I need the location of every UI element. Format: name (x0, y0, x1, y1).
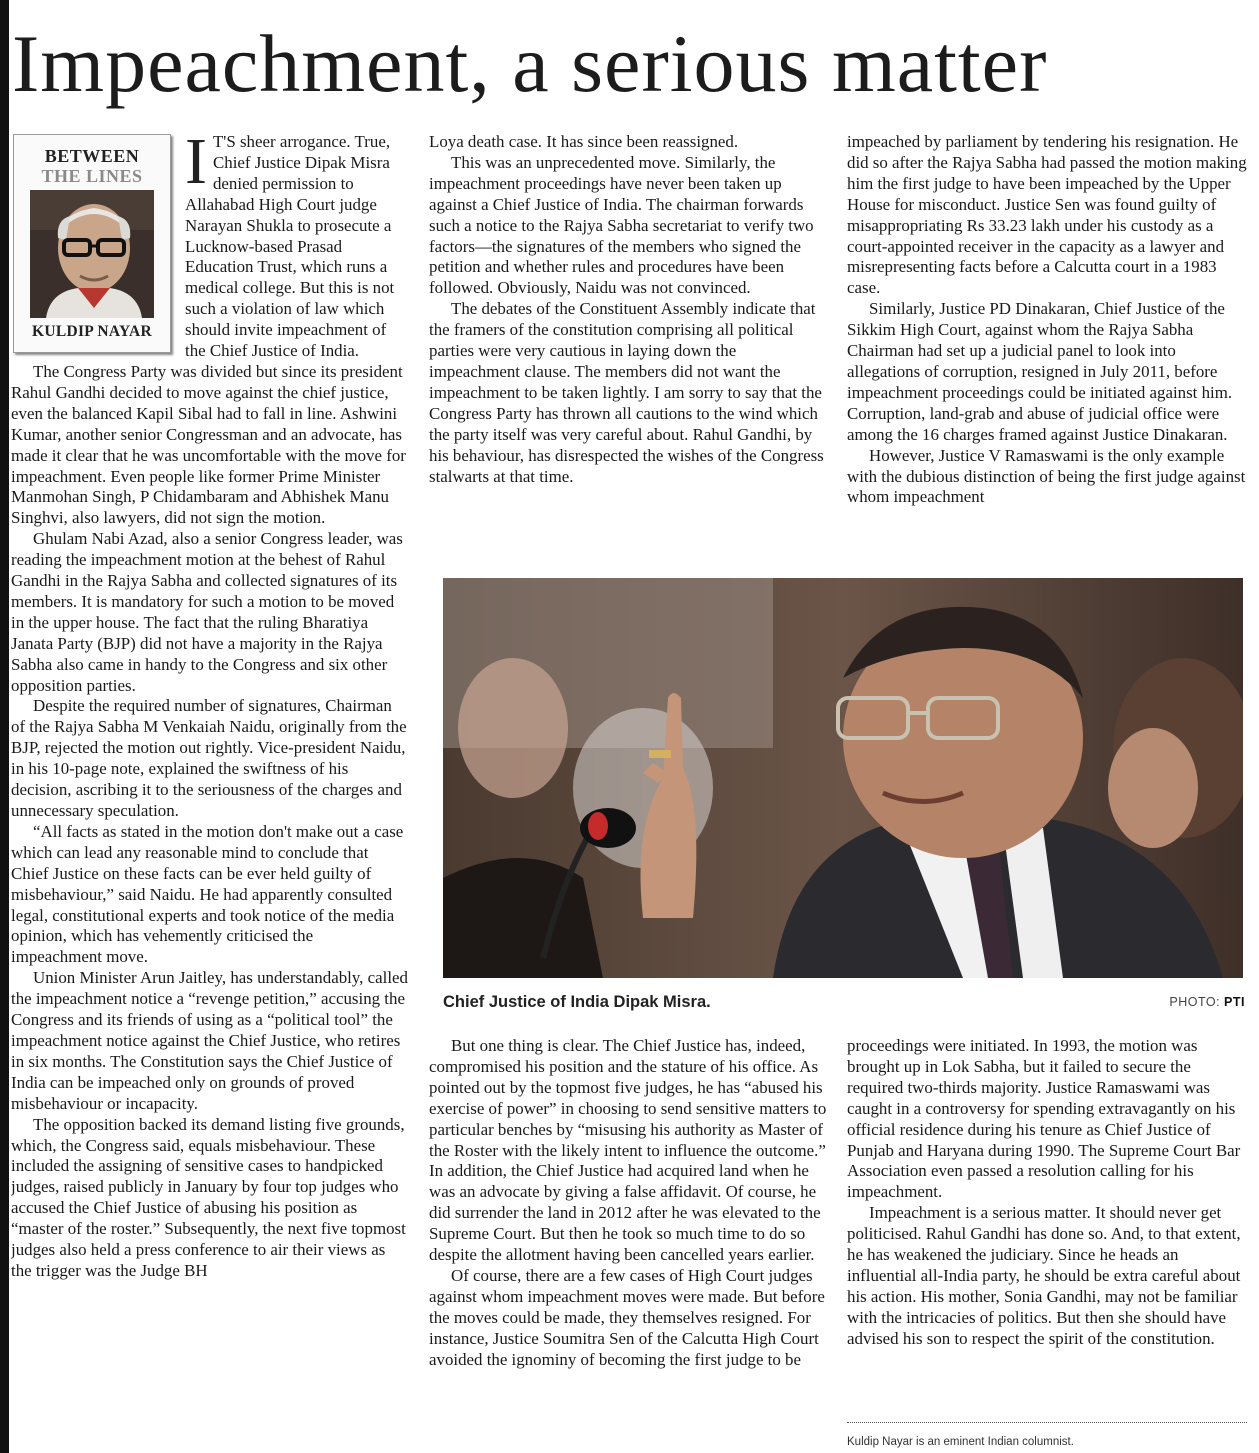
paragraph: However, Justice V Ramaswami is the only example with the dubious distinction of being the first judge against whom impeachment (847, 445, 1246, 507)
photo-credit-label: PHOTO: (1169, 995, 1221, 1009)
author-footnote: Kuldip Nayar is an eminent Indian columnist. (847, 1436, 1074, 1448)
paragraph: This was an unprecedented move. Similarly, the impeachment proceedings have never been taken up against a Chief Justice of India. The chairman forwards such a notice to the Rajya Sabha secretariat to verify two factors—the signatures of the members who signed the petition and whether rules and procedures have been followed. Obviously, Naidu was not convinced. (429, 152, 814, 298)
author-portrait (30, 190, 154, 318)
paragraph: “All facts as stated in the motion don't make out a case which can lead any reasonable mind to conclude that Chief Justice on these facts can be ever held guilty of misbehaviour,” said Naidu. He had apparently consulted legal, constitutional experts and took notice of the media opinion, which has vehemently criticised the impeachment move. (11, 821, 404, 967)
photo-credit-source: PTI (1224, 995, 1245, 1009)
paragraph: T'S sheer arrogance. True, Chief Justice Dipak Misra denied permission to Allahabad High Court judge Narayan Shukla to prosecute a Lucknow-based Prasad Education Trust, which runs a medical college. But this is not such a violation of law which should invite impeachment of the Chief Justice of India. (185, 132, 395, 361)
paragraph: Ghulam Nabi Azad, also a senior Congress leader, was reading the impeachment motion at the behest of Rahul Gandhi in the Rajya Sabha and collected signatures of its members. It is mandatory for such a motion to be moved in the upper house. The fact that the ruling Bharatiya Janata Party (BJP) did not have a majority in the Rajya Sabha also came in handy to the Congress and six other opposition parties. (11, 529, 403, 695)
article-column-1 (11, 132, 408, 1453)
article-column-3 (847, 132, 1247, 552)
paragraph: Loya death case. It has since been reassigned. (429, 132, 739, 151)
column-byline-box (13, 134, 171, 353)
paragraph: The opposition backed its demand listing five grounds, which, the Congress said, equals misbehaviour. These included the assigning of sensitive cases to handpicked judges, raised publicly in January by four top judges who accused the Chief Justice of abusing his position as “master of the roster.” Subsequently, the next five topmost judges also held a press conference to air their views as the trigger was the Judge BH (11, 1114, 406, 1280)
paragraph: The debates of the Constituent Assembly indicate that the framers of the constitution comprising all political parties were very cautious in laying down the impeachment clause. The members did not want the impeachment to be taken lightly. I am sorry to say that the Congress Party has thrown all cautions to the wind which the party itself was very careful about. Rahul Gandhi, by his behaviour, has disrespected the wishes of the Congress stalwarts at that time. (429, 299, 824, 486)
paragraph: Union Minister Arun Jaitley, has understandably, called the impeachment notice a “revenge petition,” accusing the Congress and its friends of using as a “political tool” the impeachment notice against the Chief Justice, who retires in six months. The Constitution says the Chief Justice of India can be impeached only on grounds of proved misbehaviour or incapacity. (11, 968, 408, 1113)
author-portrait-drawing (30, 190, 154, 318)
photo-illustration (443, 578, 1243, 978)
column-label-line2: THE LINES (41, 166, 143, 186)
article-column-2-continued (429, 1036, 829, 1453)
paragraph: Impeachment is a serious matter. It should never get politicised. Rahul Gandhi has done so. And, to that extent, he has weakened the judiciary. Since he heads an influential all-India party, he should be extra careful about his action. His mother, Sonia Gandhi, may not be familiar with the intricacies of politics. But then she should have advised his son to respect the spirit of the constitution. (847, 1203, 1241, 1348)
article-column-3-continued (847, 1036, 1247, 1418)
drop-cap: I (185, 132, 207, 198)
paragraph: Of course, there are a few cases of High Court judges against whom impeachment moves were made. But before the moves could be made, they themselves resigned. For instance, Justice Soumitra Sen of the Calcutta High Court avoided the ignominy of becoming the first judge to be (429, 1265, 825, 1369)
photo-credit (1169, 995, 1245, 1009)
page-edge-bar (0, 0, 9, 1453)
paragraph: impeached by parliament by tendering his resignation. He did so after the Rajya Sabha had passed the motion making him the first judge to have been impeached by the Upper House for misconduct. Justice Sen was found guilty of misappropriating Rs 33.23 lakh under his custody as a court-appointed receiver in the capacity as a lawyer and misrepresenting facts before a Calcutta court in a 1983 case. (847, 132, 1247, 298)
paragraph: Despite the required number of signatures, Chairman of the Rajya Sabha M Venkaiah Naidu, originally from the BJP, rejected the motion out rightly. Vice-president Naidu, in his 10-page note, explained the swiftness of his decision, ascribing it to the seriousness of the charges and unnecessary speculation. (11, 696, 407, 820)
paragraph: Similarly, Justice PD Dinakaran, Chief Justice of the Sikkim High Court, against whom the Rajya Sabha Chairman had set up a judicial panel to look into allegations of corruption, resigned in July 2011, before impeachment proceedings could be initiated against him. Corruption, land-grab and abuse of judicial office were among the 16 charges framed against Justice Dinakaran. (847, 299, 1233, 444)
column-label-line1: BETWEEN (44, 146, 140, 166)
footnote-divider (847, 1422, 1247, 1423)
photo-caption: Chief Justice of India Dipak Misra. (443, 993, 711, 1011)
article-column-2 (429, 132, 829, 552)
news-photo (443, 578, 1243, 978)
paragraph: The Congress Party was divided but since its president Rahul Gandhi decided to move against the chief justice, even the balanced Kapil Sibal had to fall in line. Ashwini Kumar, another senior Congressman and an advocate, has made it clear that he was uncomfortable with the move for impeachment. Even people like former Prime Minister Manmohan Singh, P Chidambaram and Abhishek Manu Singhvi, also lawyers, did not sign the motion. (11, 361, 406, 528)
author-name: KULDIP NAYAR (31, 323, 153, 340)
headline: Impeachment, a serious matter (12, 18, 1048, 109)
paragraph: But one thing is clear. The Chief Justice has, indeed, compromised his position and the stature of his office. As pointed out by the topmost five judges, he has “abused his exercise of power” in choosing to send sensitive matters to particular benches by “misusing his authority as Master of the Roster with the likely intent to influence the outcome.” In addition, the Chief Justice had acquired land when he was an advocate by giving a false affidavit. Of course, he did surrender the land in 2012 after he was elevated to the Supreme Court. But then he took so much time to do so despite the allotment having been cancelled years earlier. (429, 1036, 827, 1265)
paragraph: proceedings were initiated. In 1993, the motion was brought up in Lok Sabha, but it failed to secure the required two-thirds majority. Justice Ramaswami was caught in a controversy for spending extravagantly on his official residence during his tenure as Chief Justice of Punjab and Haryana during 1990. The Supreme Court Bar Association even passed a resolution calling for his impeachment. (847, 1036, 1241, 1202)
